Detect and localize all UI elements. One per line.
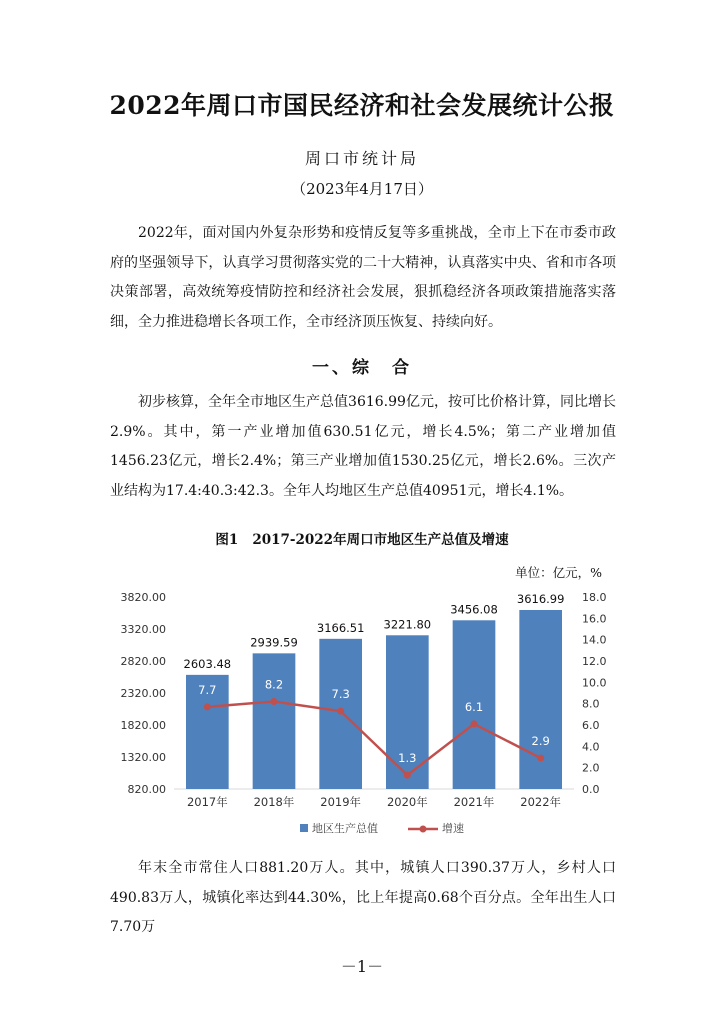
right-tick-label: 6.0 <box>582 719 600 732</box>
left-tick-label: 2820.00 <box>120 655 166 668</box>
growth-point <box>537 755 544 762</box>
left-tick-label: 820.00 <box>127 783 166 796</box>
legend-line-label: 增速 <box>442 822 464 835</box>
growth-point <box>471 720 478 727</box>
growth-point <box>204 703 211 710</box>
figure-caption: 2017-2022年周口市地区生产总值及增速 <box>252 532 509 548</box>
right-tick-label: 0.0 <box>582 783 600 796</box>
bar-data-label: 3166.51 <box>316 620 365 635</box>
bar-data-label: 3616.99 <box>516 591 565 606</box>
bar-gdp <box>386 635 429 789</box>
growth-data-label: 8.2 <box>264 677 284 692</box>
growth-point <box>337 708 344 715</box>
growth-data-label: 7.7 <box>198 682 217 697</box>
legend-bar-label: 地区生产总值 <box>312 822 378 835</box>
x-tick-label: 2021年 <box>453 795 495 809</box>
growth-data-label: 6.1 <box>464 699 484 714</box>
x-tick-label: 2018年 <box>253 795 295 809</box>
growth-data-label: 1.3 <box>398 751 417 766</box>
x-tick-label: 2019年 <box>320 795 362 809</box>
growth-data-label: 7.3 <box>331 687 350 702</box>
author: 周口市统计局 <box>304 149 419 168</box>
page-number: －1－ <box>340 957 384 976</box>
bar-gdp <box>519 610 562 789</box>
left-tick-label: 3320.00 <box>120 623 166 636</box>
bar-data-label: 2939.59 <box>250 635 298 650</box>
section-heading: 一、综 合 <box>312 358 412 378</box>
right-tick-label: 16.0 <box>582 612 607 626</box>
right-tick-label: 12.0 <box>582 655 607 668</box>
legend-line-marker <box>420 826 427 833</box>
right-tick-label: 2.0 <box>582 761 600 775</box>
figure-number: 图1 <box>215 532 239 548</box>
figure-title <box>0 528 724 548</box>
unit-label: 单位：亿元，% <box>515 565 602 580</box>
intro-paragraph: 2022年，面对国内外复杂形势和疫情反复等多重挑战，全市上下在市委市政府的坚强领导下，认真学习贯彻落实党的二十大精神，认真落实中央、省和市各项决策部署，高效统筹疫情防控和经济社会发展，狠抓稳经济各项政策措施落实落细，全力推进稳增长各项工作，全市经济顶压恢复、持续向好。 <box>110 225 616 330</box>
right-tick-label: 8.0 <box>582 697 600 711</box>
publish-date: （2023年4月17日） <box>291 180 433 198</box>
page-title: 2022年周口市国民经济和社会发展统计公报 <box>109 91 615 120</box>
right-tick-label: 18.0 <box>582 591 607 604</box>
right-tick-label: 14.0 <box>582 633 607 647</box>
right-tick-label: 10.0 <box>582 676 607 690</box>
left-tick-label: 2320.00 <box>120 687 166 700</box>
summary-paragraph: 初步核算，全年全市地区生产总值3616.99亿元，按可比价格计算，同比增长2.9%。其中，第一产业增加值630.51亿元，增长4.5%；第二产业增加值1456.23亿元，增长2.4%；第三产业增加值1530.25亿元，增长2.6%。三次产业结构为17.4:40.3:42.3。全年人均地区生产总值40951元，增长4.1%。 <box>110 394 616 499</box>
population-paragraph: 年末全市常住人口881.20万人。其中，城镇人口390.37万人，乡村人口490.83万人，城镇化率达到44.30%，比上年提高0.68个百分点。全年出生人口7.70万 <box>110 860 616 935</box>
bar-data-label: 2603.48 <box>183 656 232 671</box>
x-tick-label: 2017年 <box>186 795 228 809</box>
growth-data-label: 2.9 <box>531 734 550 749</box>
left-tick-label: 1320.00 <box>120 751 166 764</box>
growth-point <box>404 772 411 779</box>
gdp-chart <box>100 585 620 847</box>
growth-point <box>271 698 278 705</box>
x-tick-label: 2022年 <box>520 795 562 809</box>
legend-bar-swatch <box>300 824 308 832</box>
bar-data-label: 3221.80 <box>383 617 432 632</box>
x-tick-label: 2020年 <box>386 795 428 809</box>
left-tick-label: 3820.00 <box>120 591 166 604</box>
bar-data-label: 3456.08 <box>450 602 498 617</box>
left-tick-label: 1820.00 <box>120 719 166 732</box>
bar-gdp <box>253 653 296 789</box>
right-tick-label: 4.0 <box>582 740 600 754</box>
